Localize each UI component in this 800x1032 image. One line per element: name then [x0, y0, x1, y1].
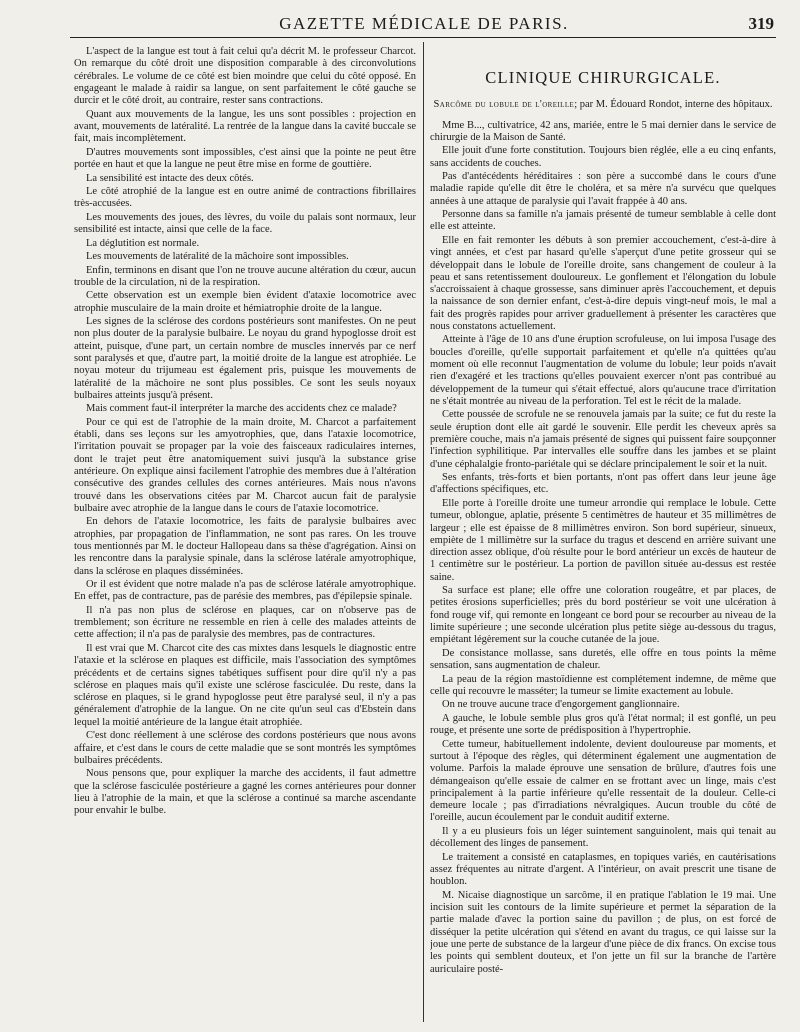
section-title: CLINIQUE CHIRURGICALE. [485, 68, 721, 87]
paragraph: Sa surface est plane; elle offre une coloration rougeâtre, et par places, de petites érosions superficielles; près du bord postérieur se voit une ulcération à fond rouge vif, qui remonte en longeant ce bord pour se recourber au niveau de la limite supérieure ; une seconde ulcération plus petite siège au-dessous du tragus, empiétant légèrement sur la couche cutanée de la joue. [430, 585, 776, 646]
right-column-body [430, 120, 776, 976]
paragraph: Cette poussée de scrofule ne se renouvela jamais par la suite; ce fut du reste la seule éruption dont elle ait gardé le souvenir. Elle perdit les cheveux après sa première couche, mais n'a jamais présenté de signes qui puissent faire soupçonner l'infection syphilitique. Par intervalles elle souffre dans les jambes et se plaint d'une céphalalgie fronto-pariétale qui se déclare principalement le soir et la nuit. [430, 409, 776, 470]
right-column [430, 46, 776, 1026]
paragraph: Le côté atrophié de la langue est en outre animé de contractions fibrillaires très-accusées. [74, 186, 416, 210]
paragraph: D'autres mouvements sont impossibles, c'est ainsi que la pointe ne peut être portée en haut et que la langue ne peut être mise en forme de gouttière. [74, 146, 416, 171]
paragraph: M. Nicaise diagnostique un sarcôme, il en pratique l'ablation le 19 mai. Une incision suit les contours de la limite supérieure et permet la séparation de la partie malade d'avec la portion saine du pavillon ; de plus, on est forcé de disséquer la petite ulcération qui s'étend en avant du tragus, ce qui laisse sur la joue une perte de substance de la largeur d'une pièce de dix francs. On excise tous les points qui semblent douteux, et l'on jette un fil sur la branche de l'artère auriculaire posté- [430, 889, 776, 975]
paragraph: La sensibilité est intacte des deux côtés. [86, 172, 254, 184]
paragraph: Or il est évident que notre malade n'a pas de sclérose latérale amyotrophique. En effet, pas de contracture, pas de parésie des membres, pas d'épilepsie spinale. [74, 579, 416, 603]
paragraph: C'est donc réellement à une sclérose des cordons postérieurs que nous avons affaire, et c'est dans le cours de cette maladie que se sont montrés les symptômes bulbaires précédents. [74, 730, 416, 766]
article-byline: ; par M. Édouard Rondot, interne des hôpitaux. [574, 99, 773, 110]
left-column [74, 46, 416, 1026]
paragraph: Les mouvements des joues, des lèvres, du voile du palais sont normaux, leur sensibilité est intacte, ainsi que celle de la face. [74, 211, 416, 236]
paragraph: Mme B..., cultivatrice, 42 ans, mariée, entre le 5 mai dernier dans le service de chirurgie de la Maison de Santé. [430, 119, 776, 143]
paragraph: Le traitement a consisté en cataplasmes, en topiques variés, en cautérisations assez fréquentes au nitrate d'argent. A l'intérieur, on avait prescrit une tisane de houblon. [430, 851, 776, 888]
article-heading [430, 99, 776, 112]
paragraph: Atteinte à l'âge de 10 ans d'une éruption scrofuleuse, on lui imposa l'usage des boucles d'oreille, qu'elle supportait parfaitement et qu'elle n'a quittées qu'au moment où elle reconnut l'augmentation de volume du lobule; leur poids n'avait rien d'exagéré et les tractions qu'elles pouvaient exercer n'ont pas contribué au développement de la tumeur qui s'était effectué, alors qu'aucune trace d'irritation ne s'était montrée au niveau de la perforation. Tel est le récit de la malade. [430, 334, 776, 407]
paragraph: A gauche, le lobule semble plus gros qu'à l'état normal; il est gonflé, un peu rouge, et présente une sorte de prédisposition à l'hypertrophie. [430, 712, 776, 737]
paragraph: Elle porte à l'oreille droite une tumeur arrondie qui remplace le lobule. Cette tumeur, oblongue, aplatie, présente 5 centimètres de hauteur et 35 millimètres de largeur ; elle est épaisse de 8 millimètres environ. Son bord supérieur, sinueux, empiète de 1 millimètre sur la surface du tragus et descend en arrière suivant une direction assez oblique, d'où résulte pour le bord antérieur un excès de hauteur de 1 centimètre sur le postérieur. La portion de pavillon située au-dessus est restée saine. [430, 497, 776, 583]
paragraph: Les signes de la sclérose des cordons postérieurs sont manifestes. On ne peut non plus douter de la paralysie bulbaire. Le noyau du grand hypoglosse droit est atteint, puisque, d'une part, un certain nombre de muscles innervés par ce nerf sont paralysés et que, d'autre part, la moitié droite de la langue est atrophiée. Le noyau moteur du trijumeau est également pris, puisque les mouvements de latéralité de la mâchoire ne sont plus possibles. Ce sont les seuls noyaux bulbaires atteints jusqu'à présent. [74, 316, 416, 401]
paragraph: De consistance mollasse, sans duretés, elle offre en tous points la même sensation, sans augmentation de chaleur. [430, 647, 776, 672]
paragraph: Pour ce qui est de l'atrophie de la main droite, M. Charcot a parfaitement établi, dans ses leçons sur les amyotrophies, que, dans l'ataxie locomotrice, l'irritation pouvait se propager par la voie des faisceaux radiculaires internes, dont le trajet peut être anatomiquement suivi jusqu'à la substance grise antérieure. On explique ainsi facilement l'atrophie des membres due à l'altération consécutive des grandes cellules des cornes antérieures. Mais nous n'avons trouvé dans les observations citées par M. Charcot aucun fait de paralysie bulbaire avec atrophie de la langue dans le cours de l'ataxie locomotrice. [74, 416, 416, 514]
paragraph: Quant aux mouvements de la langue, les uns sont possibles : projection en avant, mouvements de latéralité. La rentrée de la langue dans la cavité buccale se fait, mais incomplètement. [74, 108, 416, 145]
paragraph: Enfin, terminons en disant que l'on ne trouve aucune altération du cœur, aucun trouble de la circulation, ni de la respiration. [74, 264, 416, 288]
paragraph: La déglutition est normale. [86, 237, 200, 249]
paragraph: Personne dans sa famille n'a jamais présenté de tumeur semblable à celle dont elle est atteinte. [430, 209, 776, 233]
header-rule [70, 37, 776, 38]
paragraph: Cette observation est un exemple bien évident d'ataxie locomotrice avec atrophie musculaire de la main droite et hémiatrophie droite de la langue. [74, 290, 416, 314]
column-divider [423, 42, 424, 1022]
paragraph: Il n'a pas non plus de sclérose en plaques, car on n'observe pas de tremblement; son écriture ne ressemble en rien à celle des malades atteints de cette affection; il n'a pas de paralysie des membres, pas de contractures. [74, 604, 416, 641]
paragraph: L'aspect de la langue est tout à fait celui qu'a décrit M. le professeur Charcot. On remarque du côté droit une disposition comparable à des circonvolutions cérébrales. Le volume de ce côté est bien moindre que celui du côté opposé. En engageant le malade à raidir sa langue, on sent parfaitement le côté gauche se durcir et le côté droit, au contraire, rester sans contractions. [74, 46, 416, 107]
paragraph: Il y a eu plusieurs fois un léger suintement sanguinolent, mais qui tenait au décollement des linges de pansement. [430, 825, 776, 850]
paragraph: Les mouvements de latéralité de la mâchoire sont impossibles. [86, 251, 349, 263]
paragraph: Ses enfants, très-forts et bien portants, n'ont pas offert dans leur jeune âge d'affections spécifiques, etc. [430, 472, 776, 496]
running-title: GAZETTE MÉDICALE DE PARIS. [279, 14, 569, 33]
paragraph: En dehors de l'ataxie locomotrice, les faits de paralysie bulbaires avec atrophies, par propagation de l'inflammation, ne sont pas rares. On les trouve tous mentionnés par M. le docteur Hallopeau dans sa thèse d'agrégation. Ainsi on les rencontre dans la paralysie spinale, dans la sclérose latérale amyotrophique, dans la sclérose en plaques disséminées. [74, 516, 416, 577]
article-title: Sarcôme du lobule de l'oreille [433, 99, 575, 110]
paragraph: Mais comment faut-il interpréter la marche des accidents chez ce malade? [86, 403, 397, 415]
paragraph: Nous pensons que, pour expliquer la marche des accidents, il faut admettre que la sclérose fasciculée postérieure a gagné les cornes antérieures pour donner lieu à l'atrophie de la main, et que la sclérose a continué sa marche ascendante pour envahir le bulbe. [74, 768, 416, 817]
paragraph: Elle en fait remonter les débuts à son premier accouchement, c'est-à-dire à vingt années, et c'est par hasard qu'elle s'aperçut d'une petite grosseur qui se développait dans le lobule de l'oreille droite, sans changement de couleur à la peau et sans retentissement douloureux. Le gonflement et l'élongation du lobule s'accroissaient à chaque grossesse, sans diminuer après l'accouchement, et depuis la naissance de son dernier enfant, c'est-à-dire depuis vingt-neuf mois, le mal a fait des progrès rapides pour arriver graduellement à présenter les caractères que nous constatons actuellement. [430, 234, 776, 332]
paragraph: Cette tumeur, habituellement indolente, devient douloureuse par moments, et surtout à l'époque des règles, qui déterminent également une augmentation de volume. Parfois la malade éprouve une sensation de brûlure, d'autres fois une démangeaison qu'elle essaie de calmer en se frottant avec un linge, mais c'est principalement à la partie inférieure qu'elle ressentait de la douleur. Celle-ci demeure locale ; pas d'irradiations névralgiques. Aucun trouble du côté de l'oreille, aucun écoulement par le conduit auditif externe. [430, 738, 776, 824]
paragraph: On ne trouve aucune trace d'engorgement ganglionnaire. [442, 699, 680, 711]
paragraph: Elle jouit d'une forte constitution. Toujours bien réglée, elle a eu cinq enfants, sans accidents de couches. [430, 145, 776, 169]
page-number: 319 [748, 14, 774, 33]
paragraph: Pas d'antécédents héréditaires : son père a succombé dans le cours d'une maladie rapide qu'elle dit être le choléra, et sa mère n'a survécu que quelques années à une attaque de paralysie qui l'avait frappée à 40 ans. [430, 171, 776, 207]
paragraph: Il est vrai que M. Charcot cite des cas mixtes dans lesquels le diagnostic entre l'ataxie et la sclérose en plaques est difficile, mais l'association des symptômes précédents et de certains signes tabétiques suffisent pour dire qu'il n'y a pas sclérose en plaques mais qu'il existe une sclérose fasciculée. Du reste, dans la sclérose en plaques, si le grand hypoglosse peut être paralysé seul, il n'y a pas généralement d'atrophie de la langue. On ne cite qu'un seul cas d'Ebstein dans lequel la moitié antérieure de la langue était atrophiée. [74, 642, 416, 728]
paragraph: La peau de la région mastoïdienne est complétement indemne, de même que celle qui recouvre le masséter; la tumeur se limite exactement au lobule. [430, 673, 776, 697]
